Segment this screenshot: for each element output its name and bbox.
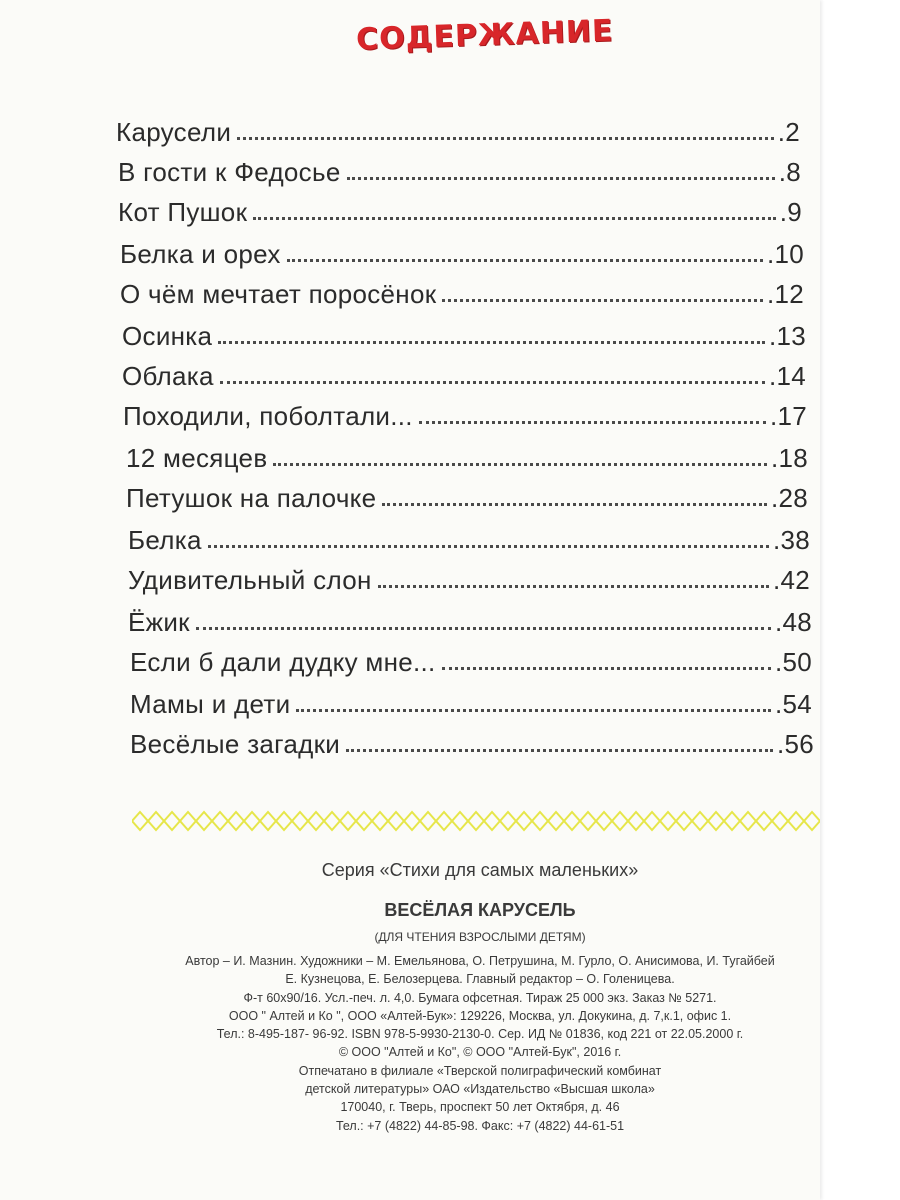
toc-entry-page: .17: [769, 401, 807, 431]
toc-entry: [122, 356, 806, 392]
toc-entry-title: Петушок на палочке: [126, 483, 377, 513]
toc-leader-dots: [296, 708, 771, 712]
credit-line: Тел.: 8-495-187- 96-92. ISBN 978-5-9930-2130-0. Сер. ИД № 01836, код 221 от 22.05.2000 г.: [216, 1027, 744, 1042]
credit-line: ООО " Алтей и Ко ", ООО «Алтей-Бук»: 129226, Москва, ул. Докукина, д. 7,к.1, офис 1.: [228, 1008, 732, 1023]
toc-entry-page: .50: [774, 647, 812, 677]
toc-entry: [116, 112, 800, 148]
toc-entry: [130, 684, 812, 720]
toc-leader-dots: [273, 462, 767, 466]
toc-entry: [126, 478, 808, 514]
toc-leader-dots: [347, 176, 775, 180]
toc-entry-page: .10: [766, 239, 804, 269]
toc-entry: [120, 274, 804, 310]
toc-leader-dots: [220, 380, 765, 384]
toc-entry-page: .9: [779, 197, 802, 227]
decorative-ornament-border: [132, 808, 820, 834]
toc-leader-dots: [442, 298, 763, 302]
toc-leader-dots: [378, 584, 769, 588]
toc-entry-page: .14: [768, 361, 806, 391]
toc-entry-page: .38: [772, 525, 810, 555]
toc-entry-page: .8: [778, 157, 801, 187]
toc-entry: [128, 520, 810, 556]
toc-entry: [118, 152, 801, 188]
toc-entry-title: Карусели: [116, 117, 232, 147]
toc-entry-title: О чём мечтает поросёнок: [120, 279, 437, 309]
toc-entry-page: .54: [774, 689, 812, 719]
toc-entry-title: Осинка: [122, 321, 213, 351]
credit-line: Е. Кузнецова, Е. Белозерцева. Главный редактор – О. Голеницева.: [285, 972, 675, 987]
book-title: ВЕСЁЛАЯ КАРУСЕЛЬ: [384, 900, 576, 920]
toc-entry-title: В гости к Федосье: [118, 157, 341, 187]
book-subtitle: (ДЛЯ ЧТЕНИЯ ВЗРОСЛЫМИ ДЕТЯМ): [374, 930, 586, 944]
toc-leader-dots: [218, 340, 765, 344]
toc-entry-page: .2: [777, 117, 800, 147]
toc-entry: [122, 316, 806, 352]
toc-entry-title: Белка: [128, 525, 202, 555]
toc-leader-dots: [287, 258, 763, 262]
toc-leader-dots: [253, 216, 775, 220]
toc-leader-dots: [419, 420, 766, 424]
toc-entry-page: .28: [770, 483, 808, 513]
toc-entry-title: Удивительный слон: [128, 565, 372, 595]
toc-entry: [128, 560, 810, 596]
toc-entry: [118, 192, 802, 228]
toc-entry-page: .48: [774, 607, 812, 637]
toc-entry-title: 12 месяцев: [126, 443, 268, 473]
toc-entry-title: Весёлые загадки: [130, 729, 341, 759]
toc-entry-page: .12: [766, 279, 804, 309]
toc-entry: [120, 234, 804, 270]
credit-line: Ф-т 60х90/16. Усл.-печ. л. 4,0. Бумага офсетная. Тираж 25 000 экз. Заказ № 5271.: [243, 990, 717, 1005]
toc-entry-page: .42: [772, 565, 810, 595]
credit-line: детской литературы» ОАО «Издательство «Высшая школа»: [305, 1082, 655, 1097]
credit-line: Отпечатано в филиале «Тверской полиграфический комбинат: [298, 1063, 662, 1078]
toc-entry-page: .18: [770, 443, 808, 473]
toc-entry-title: Белка и орех: [120, 239, 281, 269]
toc-entry: [130, 642, 812, 678]
toc-entry-page: .56: [776, 729, 814, 759]
contents-heading: СОДЕРЖАНИЕ: [355, 13, 615, 58]
credit-line: 170040, г. Тверь, проспект 50 лет Октября, д. 46: [340, 1100, 620, 1115]
toc-entry: [123, 396, 807, 432]
credit-line: Тел.: +7 (4822) 44-85-98. Факс: +7 (4822) 44-61-51: [335, 1118, 625, 1133]
series-name: Серия «Стихи для самых маленьких»: [321, 860, 639, 880]
toc-leader-dots: [442, 666, 771, 670]
toc-entry-title: Облака: [122, 361, 214, 391]
toc-entry: [126, 438, 808, 474]
toc-leader-dots: [196, 626, 771, 630]
toc-entry-title: Кот Пушок: [118, 197, 248, 227]
toc-leader-dots: [237, 136, 774, 140]
credit-line: Автор – И. Мазнин. Художники – М. Емельянова, О. Петрушина, М. Гурло, О. Анисимова, И. Тугайбей: [185, 954, 775, 968]
toc-entry: [128, 602, 812, 638]
publication-credits: [140, 952, 820, 1135]
toc-leader-dots: [208, 544, 769, 548]
credit-line: © ООО "Алтей и Ко", © ООО "Алтей-Бук", 2016 г.: [338, 1045, 622, 1060]
toc-entry-title: Походили, поболтали...: [123, 401, 413, 431]
toc-entry-title: Если б дали дудку мне...: [130, 647, 436, 677]
toc-entry-title: Мамы и дети: [130, 689, 291, 719]
toc-entry-title: Ёжик: [128, 607, 190, 637]
toc-entry-page: .13: [768, 321, 806, 351]
toc-entry: [130, 724, 814, 760]
toc-leader-dots: [346, 748, 773, 752]
toc-leader-dots: [382, 502, 767, 506]
